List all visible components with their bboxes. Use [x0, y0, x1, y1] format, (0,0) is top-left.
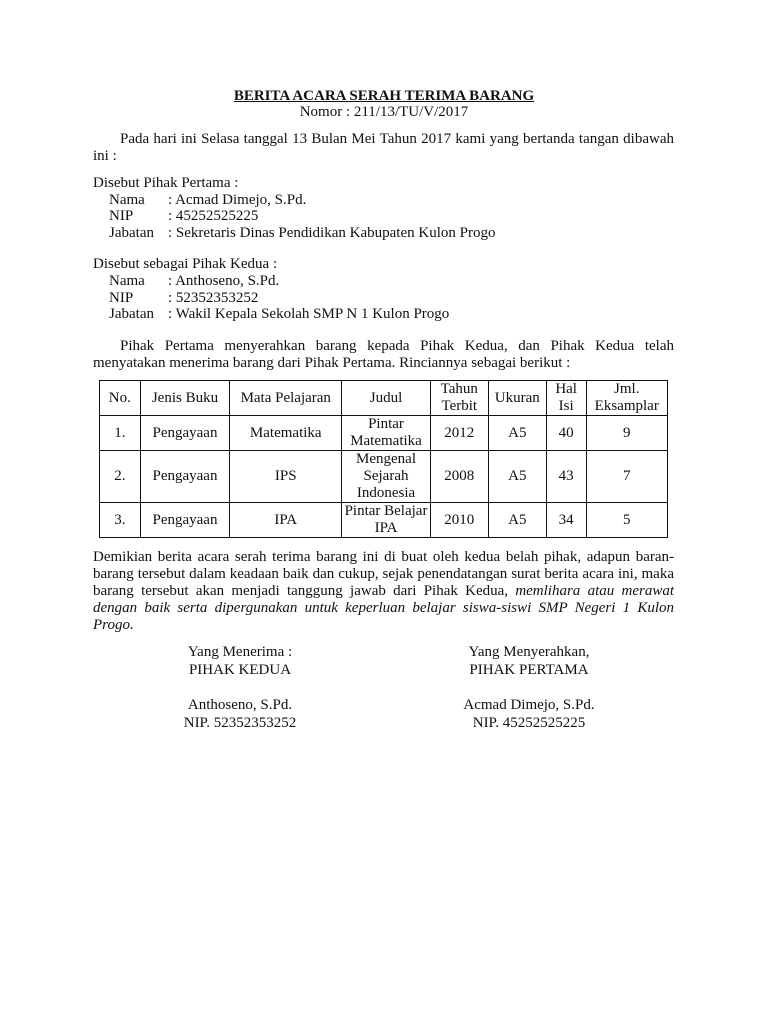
table-cell: IPA: [230, 503, 342, 538]
table-header-cell: Jml. Eksamplar: [586, 381, 668, 416]
handover-paragraph: Pihak Pertama menyerahkan barang kepada Pihak Kedua, dan Pihak Kedua telah menyatakan menerima barang dari Pihak Pertama. Rinciannya sebagai berikut :: [93, 338, 674, 371]
table-header-cell: Mata Pelajaran: [230, 381, 342, 416]
table-cell: 40: [546, 416, 586, 451]
table-cell: A5: [488, 416, 546, 451]
table-cell: 1.: [100, 416, 141, 451]
table-header-cell: Ukuran: [488, 381, 546, 416]
table-cell: 43: [546, 451, 586, 503]
document-title: BERITA ACARA SERAH TERIMA BARANG: [233, 88, 535, 104]
table-header-cell: Jenis Buku: [140, 381, 230, 416]
closing-paragraph: [93, 549, 674, 634]
party-one-nip-label: NIP: [109, 208, 134, 224]
intro-paragraph: Pada hari ini Selasa tanggal 13 Bulan Mei Tahun 2017 kami yang bertanda tangan dibawah ini :: [93, 131, 674, 164]
table-header-row: [100, 381, 668, 416]
table-cell: 3.: [100, 503, 141, 538]
table-cell: 2012: [430, 416, 488, 451]
party-two-position-label: Jabatan: [109, 306, 154, 322]
party-one-position-label: Jabatan: [109, 225, 154, 241]
table-cell: 7: [586, 451, 668, 503]
giver-nip: NIP. 45252525225: [472, 715, 586, 731]
closing-text: Demikian berita acara serah terima barang ini di buat oleh kedua belah pihak, adapun baran-barang tersebut dalam keadaan baik dan cukup, sejak penendatangan surat berita acara ini, maka barang tersebut akan menjadi tanggung jawab dari Pihak Kedua,: [93, 549, 674, 599]
table-cell: Pengayaan: [140, 416, 230, 451]
table-cell: Pengayaan: [140, 503, 230, 538]
table-cell: 2.: [100, 451, 141, 503]
table-cell: Pintar Belajar IPA: [342, 503, 431, 538]
giver-signature-block: [409, 644, 649, 733]
table-cell: 34: [546, 503, 586, 538]
table-header-cell: No.: [100, 381, 141, 416]
party-one-heading: Disebut Pihak Pertama :: [93, 175, 239, 191]
table-row: [100, 503, 668, 538]
table-header-cell: Judul: [342, 381, 431, 416]
party-one-nip-value: : 45252525225: [168, 208, 259, 224]
table-cell: Mengenal Sejarah Indonesia: [342, 451, 431, 503]
party-one-name-label: Nama: [109, 192, 145, 208]
receiver-party: PIHAK KEDUA: [188, 662, 292, 678]
table-cell: 5: [586, 503, 668, 538]
receiver-name: Anthoseno, S.Pd.: [187, 697, 293, 713]
table-cell: A5: [488, 503, 546, 538]
document-number: Nomor : 211/13/TU/V/2017: [299, 104, 469, 120]
party-two-heading: Disebut sebagai Pihak Kedua :: [93, 256, 278, 272]
table-cell: A5: [488, 451, 546, 503]
receiver-role: Yang Menerima :: [187, 644, 293, 660]
receiver-nip: NIP. 52352353252: [183, 715, 297, 731]
party-one-position-value: : Sekretaris Dinas Pendidikan Kabupaten Kulon Progo: [168, 225, 496, 241]
table-cell: Matematika: [230, 416, 342, 451]
giver-name: Acmad Dimejo, S.Pd.: [463, 697, 595, 713]
table-cell: Pengayaan: [140, 451, 230, 503]
party-two-position-value: : Wakil Kepala Sekolah SMP N 1 Kulon Progo: [168, 306, 450, 322]
table-header-cell: Hal Isi: [546, 381, 586, 416]
table-cell: IPS: [230, 451, 342, 503]
items-table: [99, 380, 668, 538]
table-cell: 2010: [430, 503, 488, 538]
table-row: [100, 451, 668, 503]
receiver-signature-block: [120, 644, 360, 733]
giver-party: PIHAK PERTAMA: [469, 662, 589, 678]
table-cell: 2008: [430, 451, 488, 503]
closing-italic-text: memlihara atau merawat dengan baik serta dipergunakan untuk keperluan belajar siswa-siswi SMP Negeri 1 Kulon Progo.: [93, 583, 674, 633]
party-one-name-value: : Acmad Dimejo, S.Pd.: [168, 192, 307, 208]
table-cell: 9: [586, 416, 668, 451]
party-two-nip-value: : 52352353252: [168, 290, 259, 306]
giver-role: Yang Menyerahkan,: [468, 644, 590, 660]
party-two-name-label: Nama: [109, 273, 145, 289]
table-cell: Pintar Matematika: [342, 416, 431, 451]
party-two-name-value: : Anthoseno, S.Pd.: [168, 273, 280, 289]
table-row: [100, 416, 668, 451]
table-header-cell: Tahun Terbit: [430, 381, 488, 416]
party-two-nip-label: NIP: [109, 290, 134, 306]
